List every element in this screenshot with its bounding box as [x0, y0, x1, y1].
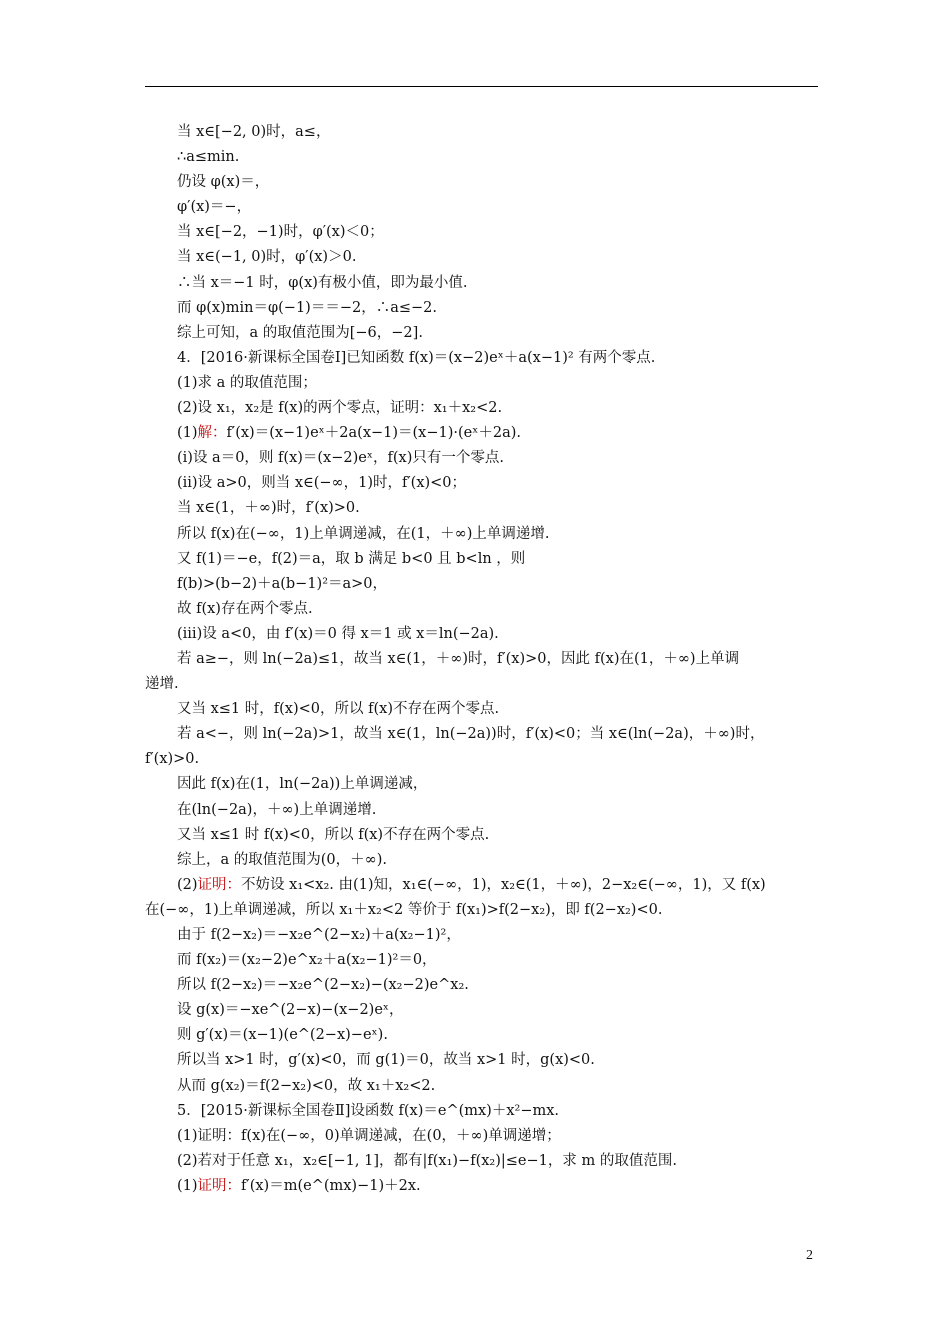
text-line [145, 647, 825, 672]
text-line [145, 998, 825, 1023]
text-line [145, 772, 825, 797]
header-rule [145, 86, 818, 87]
text-line [145, 220, 825, 245]
text-line [145, 496, 825, 521]
line-text: ∴a≤min. [177, 149, 240, 166]
line-text: f′(x)>0. [145, 751, 200, 768]
line-text: 则 g′(x)＝(x−1)(e^(2−x)−eˣ). [177, 1027, 388, 1044]
line-text: (2)若对于任意 x₁，x₂∈[−1, 1]，都有|f(x₁)−f(x₂)|≤e−1，求 m 的取值范围. [177, 1152, 677, 1169]
line-text: 设 g(x)＝−xe^(2−x)−(x−2)eˣ， [177, 1002, 404, 1019]
line-text: 所以 f(2−x₂)＝−x₂e^(2−x₂)−(x₂−2)e^x₂. [177, 977, 469, 994]
text-line [145, 1023, 825, 1048]
line-text: 当 x∈(1，＋∞)时，f′(x)>0. [177, 500, 360, 517]
text-line [145, 396, 825, 421]
text-line [145, 672, 825, 697]
text-line [145, 371, 825, 396]
line-text: f′(x)＝(x−1)eˣ＋2a(x−1)＝(x−1)·(eˣ＋2a). [226, 425, 522, 442]
line-text: 故 f(x)存在两个零点. [177, 600, 313, 617]
solution-label: 解： [197, 425, 227, 442]
line-text: 所以当 x>1 时，g′(x)<0，而 g(1)＝0，故当 x>1 时，g(x)<0. [177, 1052, 595, 1069]
document-body [145, 120, 825, 1199]
solution-label: 证明： [197, 876, 242, 893]
text-line [145, 547, 825, 572]
line-text: 当 x∈[−2，−1)时，φ′(x)＜0； [177, 224, 384, 241]
text-line [145, 697, 825, 722]
line-text: 不妨设 x₁<x₂. 由(1)知，x₁∈(−∞，1)，x₂∈(1，＋∞)，2−x₂∈(−∞，1)，又 f(x) [241, 876, 766, 893]
text-line [145, 120, 825, 145]
line-text: 当 x∈(−1, 0)时，φ′(x)＞0. [177, 249, 357, 266]
text-line [145, 1124, 825, 1149]
line-text: 在(−∞，1)上单调递减，所以 x₁＋x₂<2 等价于 f(x₁)>f(2−x₂)，即 f(2−x₂)<0. [145, 901, 663, 918]
line-text: f(b)>(b−2)＋a(b−1)²＝a>0， [177, 575, 388, 592]
line-text: (ⅰ)设 a＝0，则 f(x)＝(x−2)eˣ，f(x)只有一个零点. [177, 450, 504, 467]
text-line [145, 923, 825, 948]
item-number: (1) [177, 425, 198, 442]
line-text: 又当 x≤1 时 f(x)<0，所以 f(x)不存在两个零点. [177, 826, 490, 843]
line-text: 由于 f(2−x₂)＝−x₂e^(2−x₂)＋a(x₂−1)²， [177, 927, 461, 943]
text-line [145, 522, 825, 547]
line-text: 4．[2016·新课标全国卷Ⅰ]已知函数 f(x)＝(x−2)eˣ＋a(x−1)² 有两个零点. [177, 349, 656, 366]
text-line [145, 321, 825, 346]
text-line [145, 1149, 825, 1174]
line-text: (1)证明：f(x)在(−∞，0)单调递减，在(0，＋∞)单调递增； [177, 1127, 561, 1144]
line-text: (ⅱ)设 a>0，则当 x∈(−∞，1)时，f′(x)<0； [177, 475, 467, 492]
text-line [145, 597, 825, 622]
line-text: 又当 x≤1 时，f(x)<0，所以 f(x)不存在两个零点. [177, 701, 500, 718]
text-line [145, 195, 825, 220]
line-text: 若 a≥−，则 ln(−2a)≤1，故当 x∈(1，＋∞)时，f′(x)>0，因此 f(x)在(1，＋∞)上单调 [177, 650, 740, 667]
page-number: 2 [806, 1248, 813, 1263]
line-text: 递增. [145, 676, 179, 693]
line-text: 当 x∈[−2, 0)时，a≤， [177, 124, 331, 140]
line-text: 若 a<−，则 ln(−2a)>1，故当 x∈(1，ln(−2a))时，f′(x)<0；当 x∈(ln(−2a)，＋∞)时， [177, 726, 765, 743]
text-line [145, 873, 825, 898]
text-line [145, 170, 825, 195]
text-line [145, 1174, 825, 1199]
text-line [145, 1074, 825, 1099]
text-line [145, 948, 825, 973]
line-text: 而 f(x₂)＝(x₂−2)e^x₂＋a(x₂−1)²＝0， [177, 952, 437, 969]
text-line [145, 271, 825, 296]
line-text: (1)求 a 的取值范围； [177, 374, 317, 391]
line-text: 因此 f(x)在(1，ln(−2a))上单调递减， [177, 776, 428, 793]
text-line [145, 446, 825, 471]
line-text: 仍设 φ(x)＝， [177, 174, 270, 191]
text-line [145, 1099, 825, 1124]
text-line [145, 421, 825, 446]
line-text: 在(ln(−2a)，＋∞)上单调递增. [177, 801, 377, 818]
item-number: (1) [177, 1177, 198, 1194]
text-line [145, 245, 825, 270]
line-text: 又 f(1)＝−e，f(2)＝a，取 b 满足 b<0 且 b<ln ，则 [177, 550, 526, 567]
line-text: 所以 f(x)在(−∞，1)上单调递减，在(1，＋∞)上单调递增. [177, 525, 550, 542]
line-text: 而 φ(x)min＝φ(−1)＝＝−2，∴a≤−2. [177, 299, 437, 316]
text-line [145, 973, 825, 998]
text-line [145, 346, 825, 371]
text-line [145, 471, 825, 496]
text-line [145, 296, 825, 321]
text-line [145, 898, 825, 923]
line-text: ∴当 x＝−1 时，φ(x)有极小值，即为最小值. [177, 274, 468, 291]
line-text: φ′(x)＝−， [177, 199, 252, 216]
text-line [145, 572, 825, 597]
solution-label: 证明： [197, 1177, 242, 1194]
text-line [145, 145, 825, 170]
line-text: 综上可知，a 的取值范围为[−6，−2]. [177, 324, 423, 341]
line-text: 综上，a 的取值范围为(0，＋∞). [177, 851, 387, 868]
line-text: (2)设 x₁，x₂是 f(x)的两个零点，证明：x₁＋x₂<2. [177, 400, 503, 417]
text-line [145, 1048, 825, 1073]
line-text: f′(x)＝m(e^(mx)−1)＋2x. [241, 1177, 421, 1194]
text-line [145, 747, 825, 772]
item-number: (2) [177, 876, 198, 893]
text-line [145, 823, 825, 848]
line-text: 从而 g(x₂)＝f(2−x₂)<0，故 x₁＋x₂<2. [177, 1077, 436, 1094]
line-text: 5．[2015·新课标全国卷Ⅱ]设函数 f(x)＝e^(mx)＋x²−mx. [177, 1102, 560, 1119]
text-line [145, 848, 825, 873]
text-line [145, 798, 825, 823]
line-text: (ⅲ)设 a<0，由 f′(x)＝0 得 x＝1 或 x＝ln(−2a). [177, 625, 499, 642]
text-line [145, 722, 825, 747]
text-line [145, 622, 825, 647]
